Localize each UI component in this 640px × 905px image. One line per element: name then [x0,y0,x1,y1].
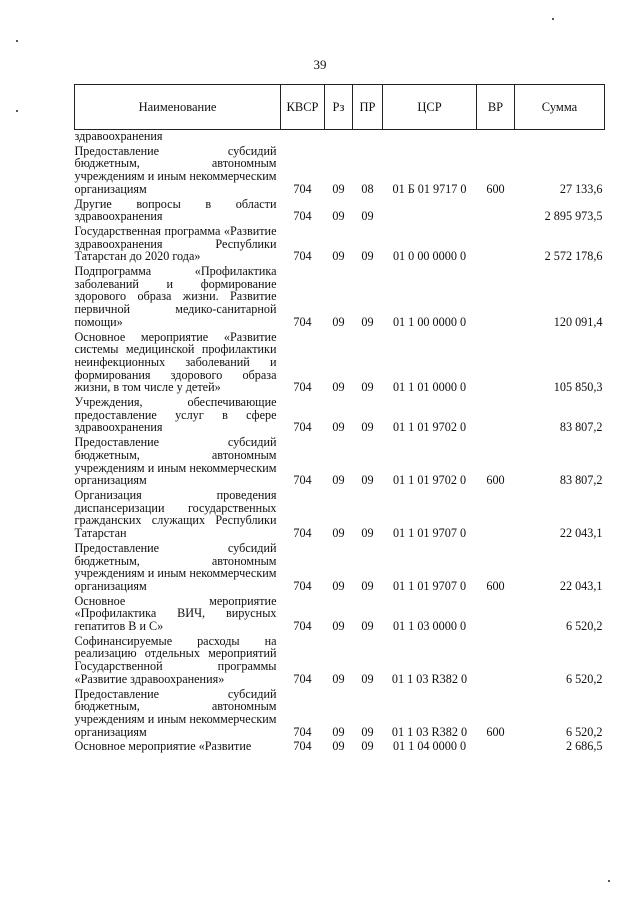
row-pr: 09 [361,314,374,329]
table-row [75,595,605,635]
row-kvsr: 704 [293,420,312,435]
row-vr: 600 [486,181,505,196]
row-kvsr [281,130,325,145]
row-kvsr: 704 [293,181,312,196]
row-sum: 2 572 178,6 [544,249,603,264]
row-sum: 6 520,2 [565,671,603,686]
row-kvsr: 704 [293,526,312,541]
row-kvsr: 704 [293,380,312,395]
row-vr: 600 [486,724,505,739]
row-csr: 01 1 01 0000 0 [392,380,467,395]
row-csr: 01 1 01 9702 0 [392,420,467,435]
row-sum: 83 807,2 [559,473,603,488]
column-header-kvsr: КВСР [281,85,325,130]
table-row [75,145,605,198]
row-pr: 09 [361,724,374,739]
table-row [75,489,605,542]
table-row [75,331,605,397]
row-csr: 01 0 00 0000 0 [392,249,467,264]
page-number: 39 [313,57,327,72]
table-row [75,396,605,436]
row-name: Организация проведения диспансеризации государственных гражданских служащих Республики Татарстан [74,487,277,541]
row-rz: 09 [332,249,345,264]
row-rz: 09 [332,209,345,224]
table-header-row [75,85,605,130]
row-vr [477,130,515,145]
row-pr: 09 [361,619,374,634]
row-pr: 09 [361,671,374,686]
column-header-name: Наименование [75,85,281,130]
row-kvsr: 704 [293,249,312,264]
row-vr [477,198,515,225]
row-name: Предоставление субсидий бюджетным, автономным учреждениям и иным некоммерческим организациям [74,686,277,739]
row-pr [353,130,383,145]
row-csr: 01 1 01 9707 0 [392,578,467,593]
table-row [75,635,605,688]
row-name: здравоохранения [74,129,163,143]
table-row [75,688,605,741]
row-name: Основное мероприятие «Развитие [74,739,252,754]
row-name: Предоставление субсидий бюджетным, автономным учреждениям и иным некоммерческим организациям [74,540,277,593]
row-pr: 09 [361,526,374,541]
row-vr [477,489,515,542]
row-csr: 01 1 03 R382 0 [391,671,468,686]
budget-table [74,84,605,755]
row-rz: 09 [332,619,345,634]
row-csr: 01 1 01 9707 0 [392,526,467,541]
row-rz: 09 [332,420,345,435]
row-sum: 2 686,5 [565,739,603,754]
row-name: Государственная программа «Развитие здравоохранения Республики Татарстан до 2020 года» [74,223,277,264]
column-header-pr: ПР [353,85,383,130]
row-rz: 09 [332,314,345,329]
row-rz: 09 [332,526,345,541]
row-csr: 01 1 00 0000 0 [392,314,467,329]
row-sum: 120 091,4 [553,314,603,329]
row-kvsr: 704 [293,724,312,739]
row-kvsr: 704 [293,739,312,754]
scan-speck [16,40,18,42]
row-csr: 01 1 03 R382 0 [391,724,468,739]
row-rz: 09 [332,739,345,754]
row-name: Предоставление субсидий бюджетным, автономным учреждениям и иным некоммерческим организациям [74,143,277,196]
row-csr: 01 1 03 0000 0 [392,619,467,634]
row-name: Учреждения, обеспечивающие предоставление услуг в сфере здравоохранения [74,395,277,435]
row-csr [383,198,477,225]
row-kvsr: 704 [293,473,312,488]
table-row [75,542,605,595]
scan-speck [608,880,610,882]
scan-speck [16,110,18,112]
row-pr: 08 [361,181,374,196]
row-pr: 09 [361,380,374,395]
row-vr [477,595,515,635]
row-kvsr: 704 [293,671,312,686]
row-sum: 2 895 973,5 [544,209,603,224]
row-pr: 09 [361,249,374,264]
row-rz: 09 [332,724,345,739]
row-sum: 105 850,3 [553,380,603,395]
row-name: Предоставление субсидий бюджетным, автономным учреждениям и иным некоммерческим организациям [74,435,277,488]
row-sum: 6 520,2 [565,724,603,739]
row-pr: 09 [361,739,374,754]
row-sum: 27 133,6 [559,181,603,196]
table-row [75,436,605,489]
row-csr: 01 1 04 0000 0 [392,739,467,754]
row-vr: 600 [486,578,505,593]
row-name: Основное мероприятие «Профилактика ВИЧ, вирусных гепатитов В и С» [74,593,277,634]
table-row [75,198,605,225]
table-row [75,130,605,145]
row-kvsr: 704 [293,578,312,593]
row-sum: 22 043,1 [559,526,603,541]
row-sum: 83 807,2 [559,420,603,435]
row-name: Софинансируемые расходы на реализацию отдельных мероприятий Государственной программы «Развитие здравоохранения» [74,633,277,686]
row-name: Подпрограмма «Профилактика заболеваний и формирование здорового образа жизни. Развитие первичной медико-санитарной помощи» [74,264,277,329]
row-rz: 09 [332,473,345,488]
row-rz: 09 [332,380,345,395]
row-name: Основное мероприятие «Развитие системы медицинской профилактики неинфекционных заболеваний и формирования здорового образа жизни, в том числе у детей» [74,329,277,395]
scan-speck [552,18,554,20]
row-rz: 09 [332,578,345,593]
row-kvsr: 704 [293,209,312,224]
row-vr [477,635,515,688]
table-row [75,265,605,331]
column-header-rz: Рз [325,85,353,130]
column-header-sum: Сумма [515,85,605,130]
row-name: Другие вопросы в области здравоохранения [74,196,277,224]
row-csr [383,130,477,145]
row-vr [477,740,515,755]
row-sum: 6 520,2 [565,619,603,634]
row-csr: 01 Б 01 9717 0 [392,181,467,196]
row-csr: 01 1 01 9702 0 [392,473,467,488]
column-header-vr: ВР [477,85,515,130]
table-row [75,225,605,265]
row-rz [325,130,353,145]
row-sum [515,130,605,145]
table-row [75,740,605,755]
column-header-csr: ЦСР [383,85,477,130]
row-pr: 09 [361,420,374,435]
row-pr: 09 [361,209,374,224]
row-vr [477,225,515,265]
row-kvsr: 704 [293,314,312,329]
row-vr [477,331,515,397]
row-sum: 22 043,1 [559,578,603,593]
row-vr [477,265,515,331]
row-kvsr: 704 [293,619,312,634]
row-pr: 09 [361,473,374,488]
row-pr: 09 [361,578,374,593]
row-rz: 09 [332,181,345,196]
row-vr: 600 [486,473,505,488]
row-vr [477,396,515,436]
row-rz: 09 [332,671,345,686]
